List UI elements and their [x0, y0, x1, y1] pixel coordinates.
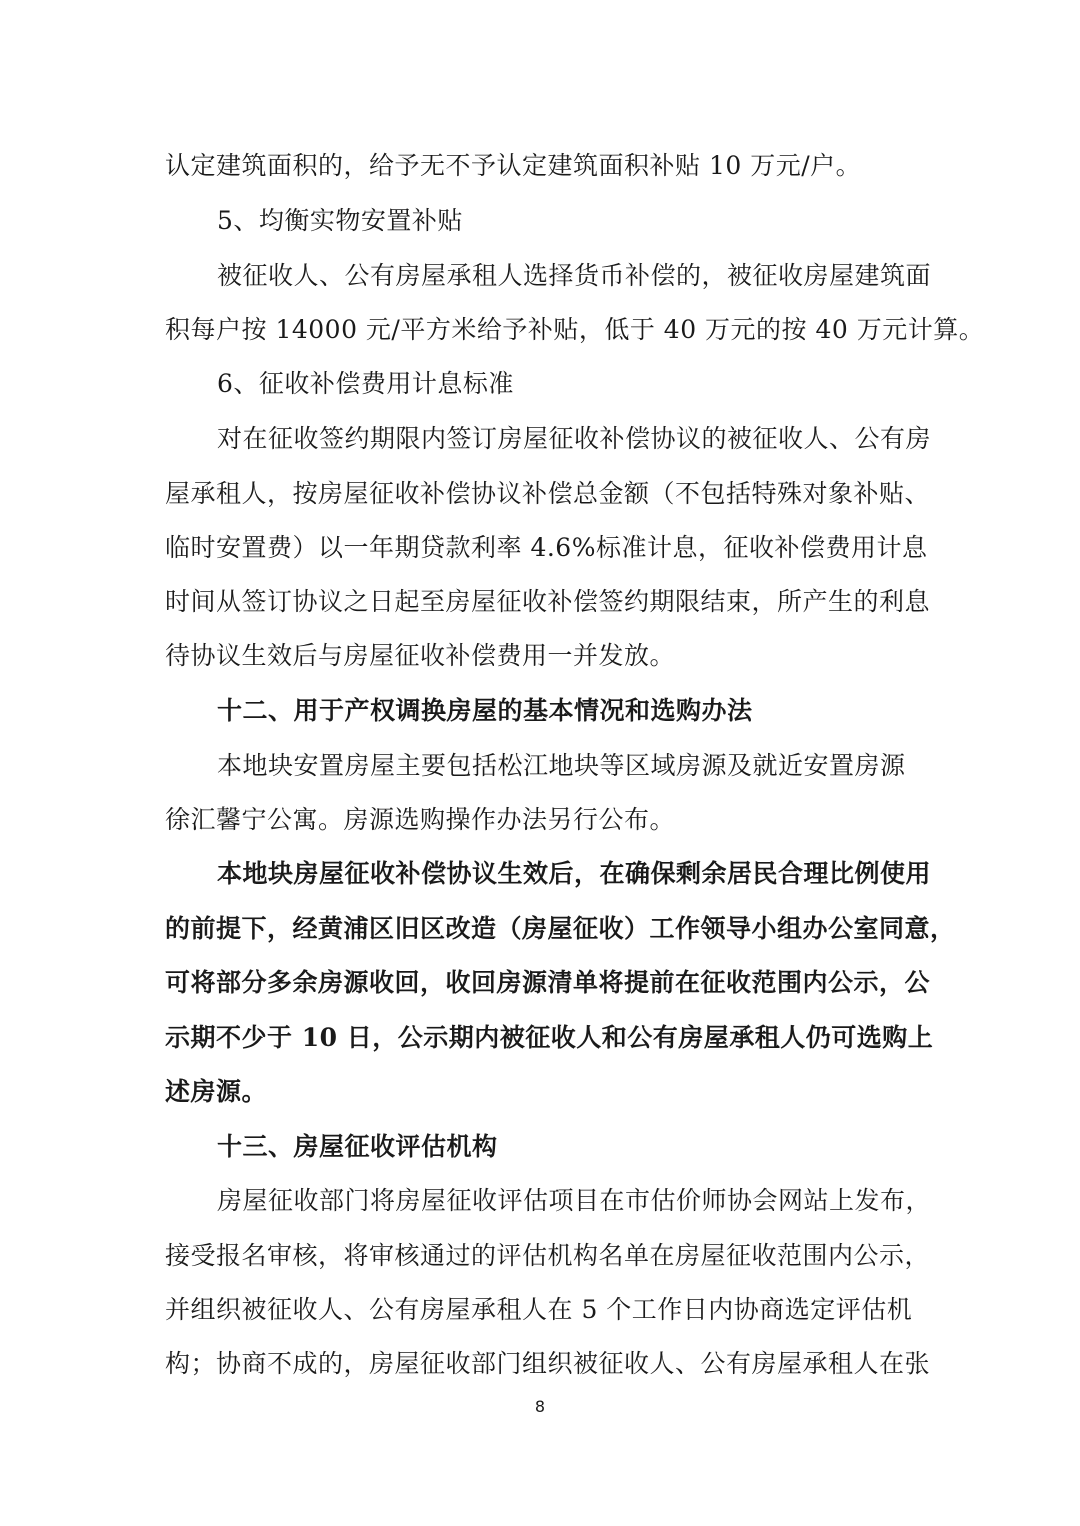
- paragraph-line: [0, 310, 1080, 350]
- subheading-text: 6、征收补偿费用计息标准: [217, 369, 514, 398]
- paragraph-line: [0, 1181, 1080, 1221]
- text-line: 时间从签订协议之日起至房屋征收补偿签约期限结束，所产生的利息: [165, 587, 931, 616]
- text-line: 待协议生效后与房屋征收补偿费用一并发放。: [165, 641, 676, 670]
- paragraph-line: [0, 146, 1080, 186]
- text-line: 屋承租人，按房屋征收补偿协议补偿总金额（不包括特殊对象补贴、: [165, 479, 931, 508]
- paragraph-line: [0, 256, 1080, 296]
- paragraph-line: [0, 854, 1080, 894]
- text-line: 并组织被征收人、公有房屋承租人在 5 个工作日内协商选定评估机: [165, 1295, 913, 1324]
- text-line: 示期不少于 10 日，公示期内被征收人和公有房屋承租人仍可选购上: [165, 1023, 934, 1052]
- paragraph-line: [0, 636, 1080, 676]
- paragraph-line: [0, 582, 1080, 622]
- text-line: 的前提下，经黄浦区旧区改造（房屋征收）工作领导小组办公室同意，: [165, 914, 956, 943]
- subheading: [0, 364, 1080, 404]
- paragraph-line: [0, 1072, 1080, 1112]
- text-line: 认定建筑面积的，给予无不予认定建筑面积补贴 10 万元/户。: [165, 151, 862, 180]
- section-heading-text: 十三、房屋征收评估机构: [217, 1132, 498, 1161]
- text-line: 本地块房屋征收补偿协议生效后，在确保剩余居民合理比例使用: [217, 859, 932, 888]
- paragraph-line: [0, 528, 1080, 568]
- paragraph-line: [0, 1018, 1080, 1058]
- paragraph-line: [0, 419, 1080, 459]
- text-line: 可将部分多余房源收回，收回房源清单将提前在征收范围内公示，公: [165, 968, 931, 997]
- paragraph-line: [0, 909, 1080, 949]
- paragraph-line: [0, 474, 1080, 514]
- text-line: 临时安置费）以一年期贷款利率 4.6%标准计息，征收补偿费用计息: [165, 533, 928, 562]
- subheading-text: 5、均衡实物安置补贴: [217, 206, 463, 235]
- section-heading: [0, 691, 1080, 731]
- text-line: 被征收人、公有房屋承租人选择货币补偿的，被征收房屋建筑面: [217, 261, 932, 290]
- subheading: [0, 201, 1080, 241]
- paragraph-line: [0, 1236, 1080, 1276]
- section-heading-text: 十二、用于产权调换房屋的基本情况和选购办法: [217, 696, 753, 725]
- section-heading: [0, 1127, 1080, 1167]
- text-line: 房屋征收部门将房屋征收评估项目在市估价师协会网站上发布，: [217, 1186, 932, 1215]
- paragraph-line: [0, 746, 1080, 786]
- text-line: 接受报名审核，将审核通过的评估机构名单在房屋征收范围内公示，: [165, 1241, 931, 1270]
- paragraph-line: [0, 1290, 1080, 1330]
- text-line: 积每户按 14000 元/平方米给予补贴，低于 40 万元的按 40 万元计算。: [165, 315, 985, 344]
- text-line: 述房源。: [165, 1077, 268, 1106]
- paragraph-line: [0, 963, 1080, 1003]
- page-number: 8: [534, 1397, 546, 1416]
- paragraph-line: [0, 1344, 1080, 1384]
- paragraph-line: [0, 800, 1080, 840]
- text-line: 徐汇馨宁公寓。房源选购操作办法另行公布。: [165, 805, 676, 834]
- text-line: 构；协商不成的，房屋征收部门组织被征收人、公有房屋承租人在张: [165, 1349, 931, 1378]
- text-line: 对在征收签约期限内签订房屋征收补偿协议的被征收人、公有房: [217, 424, 932, 453]
- text-line: 本地块安置房屋主要包括松江地块等区域房源及就近安置房源: [217, 751, 906, 780]
